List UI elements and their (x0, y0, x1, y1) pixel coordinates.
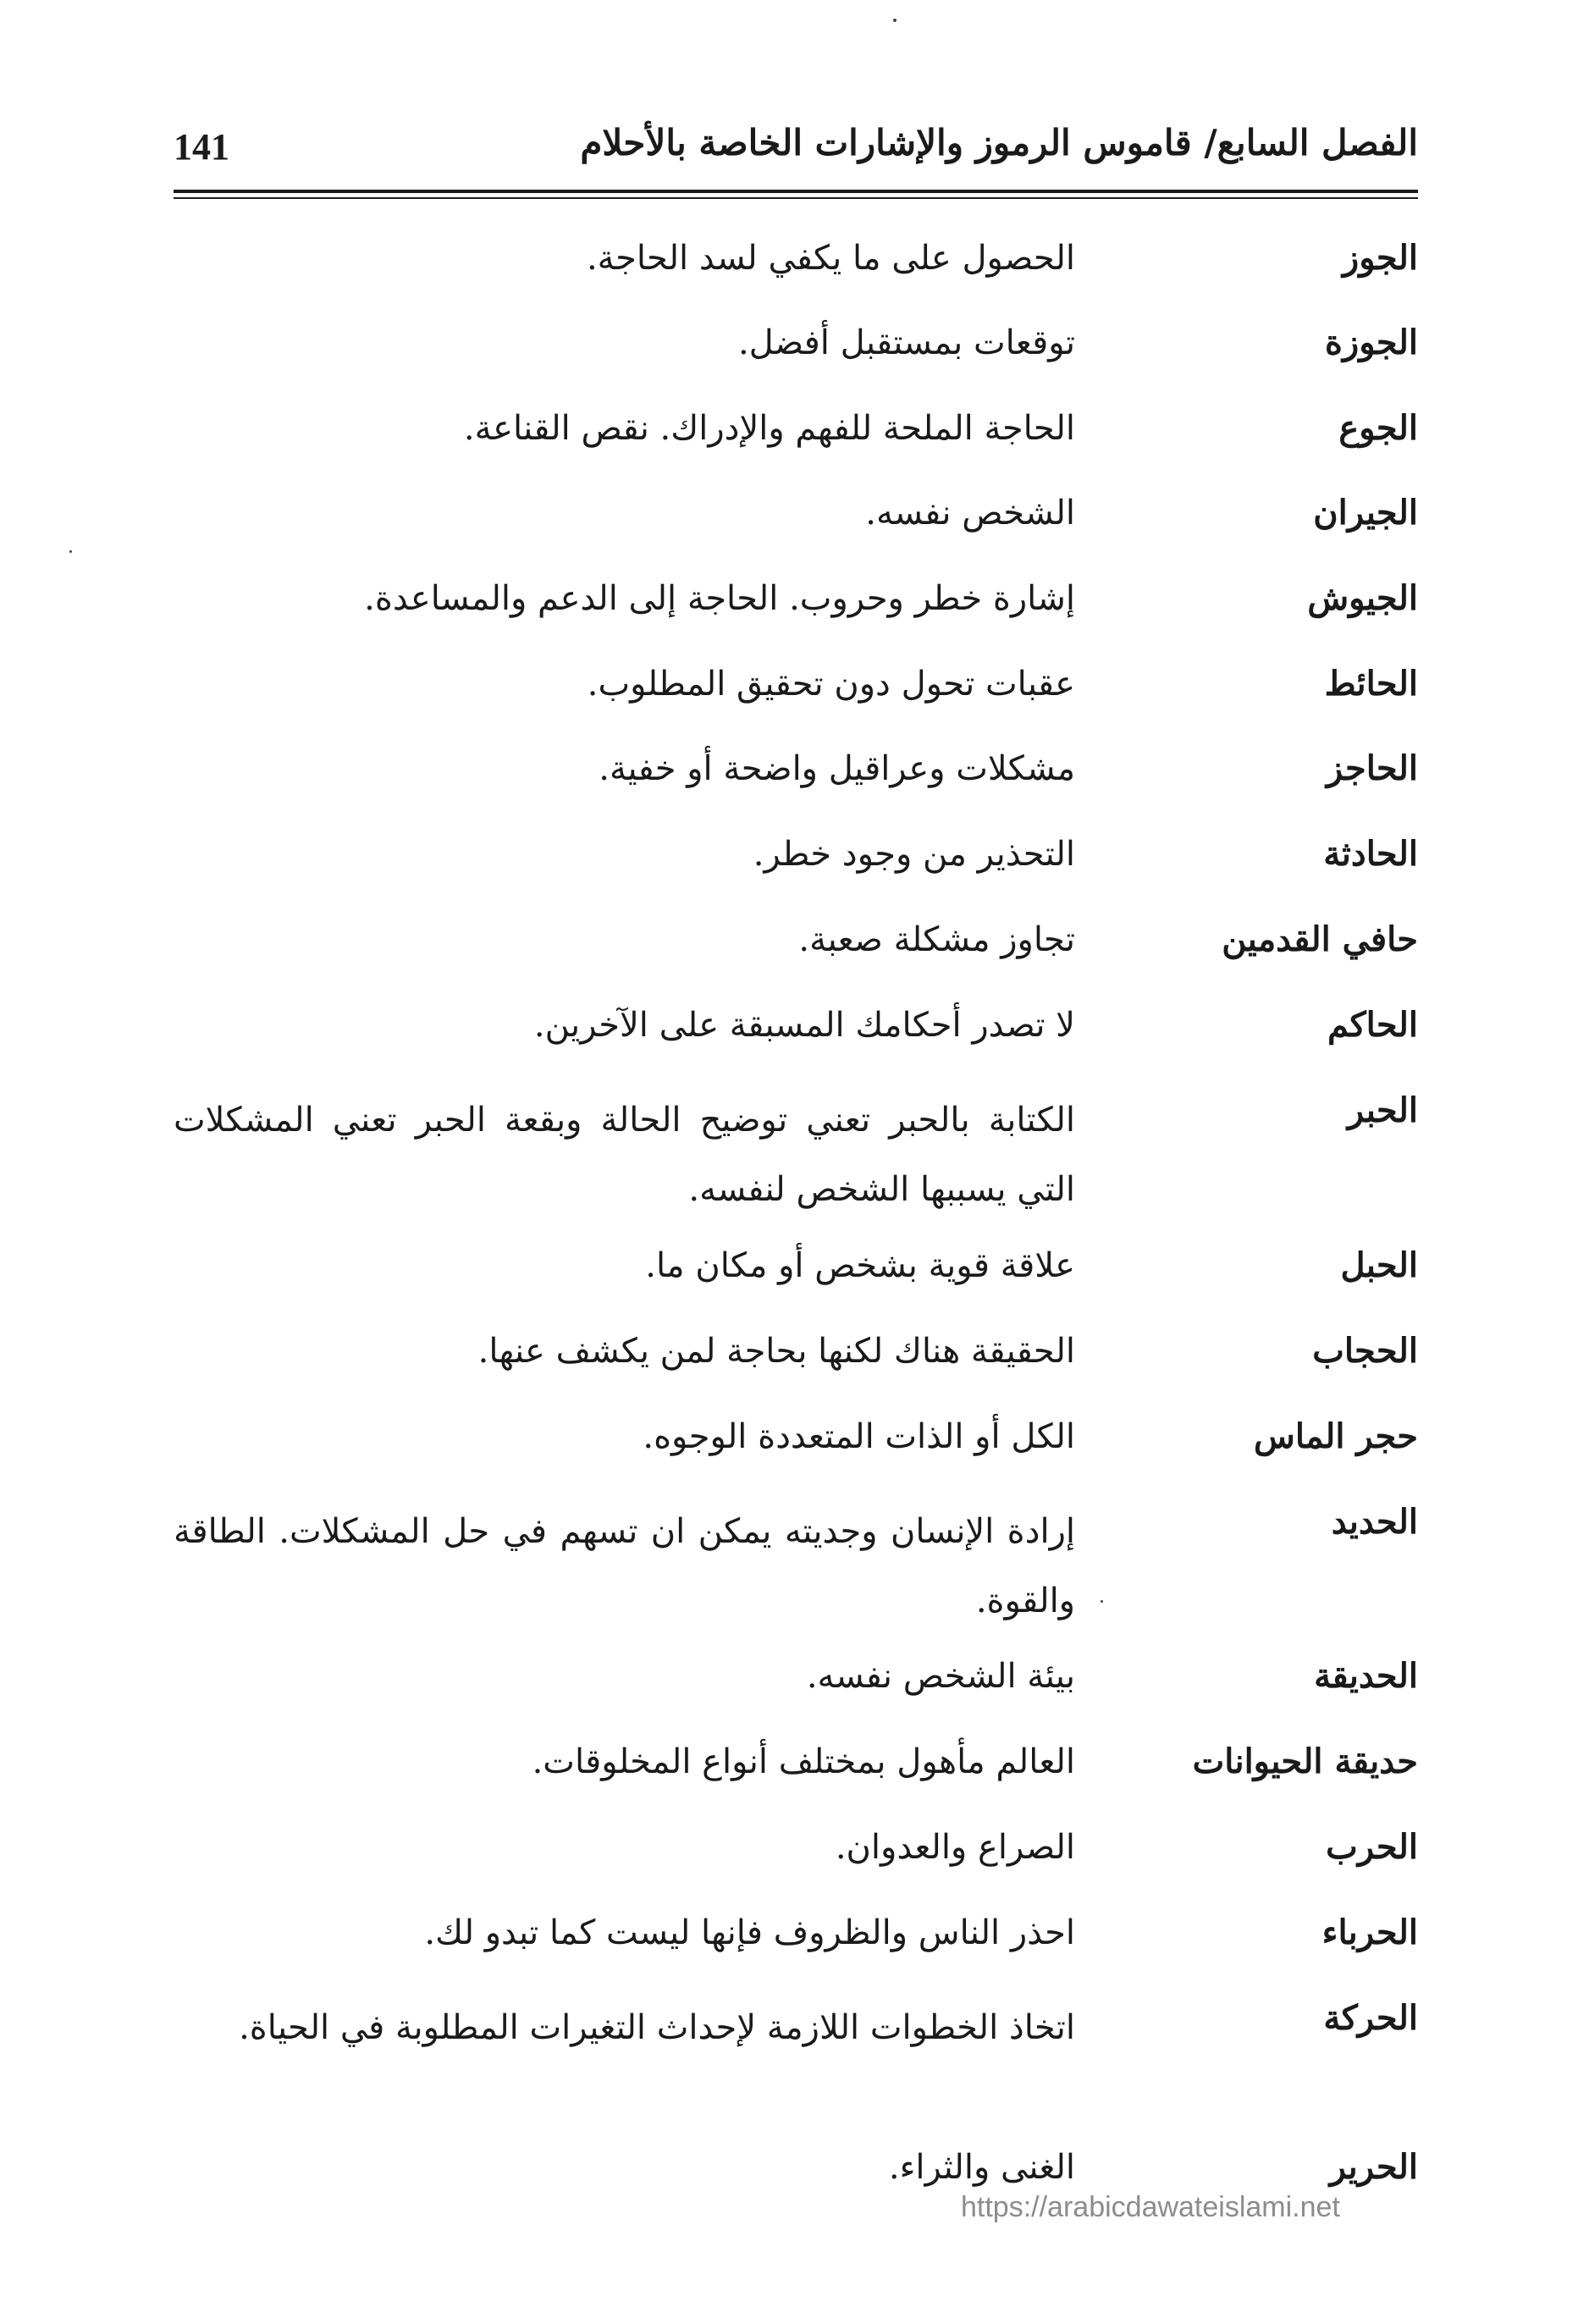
page-header (174, 119, 1418, 186)
running-title: الفصل السابع/ قاموس الرموز والإشارات الخاصة بالأحلام (580, 122, 1418, 163)
entry-definition: إرادة الإنسان وجديته يمكن ان تسهم في حل المشكلات. الطاقة والقوة. (174, 1512, 1075, 1620)
entry-definition: لا تصدر أحكامك المسبقة على الآخرين. (533, 1006, 1075, 1045)
entry-definition: الصراع والعدوان. (835, 1828, 1075, 1867)
entry-definition: توقعات بمستقبل أفضل. (737, 323, 1075, 362)
entry-definition: الحاجة الملحة للفهم والإدراك. نقص القناعة. (463, 409, 1075, 448)
entry-term: الحديقة (1314, 1656, 1418, 1696)
entry-term: حافي القدمين (1222, 919, 1418, 959)
entry-definition: احذر الناس والظروف فإنها ليست كما تبدو لك. (424, 1913, 1075, 1952)
page-number: 141 (174, 126, 229, 168)
entry-term: الجوع (1338, 408, 1418, 448)
entry-term: الحركة (1323, 1998, 1418, 2038)
entry-term: الجيوش (1307, 578, 1418, 618)
entry-definition: الكل أو الذات المتعددة الوجوه. (643, 1417, 1075, 1456)
entry-term: الحبل (1340, 1245, 1418, 1285)
entry-definition: الكتابة بالحبر تعني توضيح الحالة وبقعة الحبر تعني المشكلات التي يسببها الشخص لنفسه. (174, 1101, 1075, 1209)
entry-definition: مشكلات وعراقيل واضحة أو خفية. (599, 749, 1075, 788)
entry-term: الحرب (1326, 1827, 1418, 1867)
source-watermark: https://arabicdawateislami.net (961, 2191, 1340, 2223)
entry-definition: الحصول على ما يكفي لسد الحاجة. (586, 239, 1075, 278)
entry-term: الجيران (1313, 493, 1418, 533)
entry-term: الحرير (1329, 2147, 1418, 2187)
entry-term: الحرباء (1321, 1913, 1418, 1952)
header-rule-thick (174, 190, 1418, 193)
scan-speck (893, 19, 897, 22)
entry-definition: الحقيقة هناك لكنها بحاجة لمن يكشف عنها. (477, 1332, 1075, 1371)
entry-term: الحجاب (1312, 1331, 1418, 1371)
entry-definition: تجاوز مشكلة صعبة. (798, 920, 1075, 959)
entry-definition: التحذير من وجود خطر. (753, 835, 1075, 874)
entry-term: الحائط (1324, 664, 1418, 704)
entry-term: الحادثة (1323, 834, 1418, 874)
entry-term: الحبر (1347, 1090, 1418, 1130)
entry-definition: الشخص نفسه. (865, 494, 1075, 533)
header-rule-thin (174, 197, 1418, 199)
entry-term: الحاكم (1327, 1005, 1418, 1045)
entry-definition: عقبات تحول دون تحقيق المطلوب. (587, 665, 1075, 704)
entry-term: الجوز (1342, 238, 1418, 278)
entry-definition: علاقة قوية بشخص أو مكان ما. (645, 1246, 1075, 1285)
scan-speck (1101, 1600, 1103, 1603)
entry-term: الحاجز (1326, 748, 1418, 788)
entry-term: حجر الماس (1254, 1416, 1418, 1456)
entry-definition: الغنى والثراء. (888, 2148, 1075, 2187)
entry-definition: العالم مأهول بمختلف أنواع المخلوقات. (532, 1742, 1075, 1781)
entry-definition: اتخاذ الخطوات اللازمة لإحداث التغيرات المطلوبة في الحياة. (239, 2008, 1075, 2047)
entry-definition: إشارة خطر وحروب. الحاجة إلى الدعم والمساعدة. (364, 579, 1075, 618)
entry-term: الحديد (1331, 1502, 1418, 1542)
entry-term: الجوزة (1324, 323, 1418, 362)
entry-term: حديقة الحيوانات (1192, 1742, 1418, 1781)
entry-definition: بيئة الشخص نفسه. (806, 1657, 1075, 1696)
scan-speck (69, 550, 72, 553)
